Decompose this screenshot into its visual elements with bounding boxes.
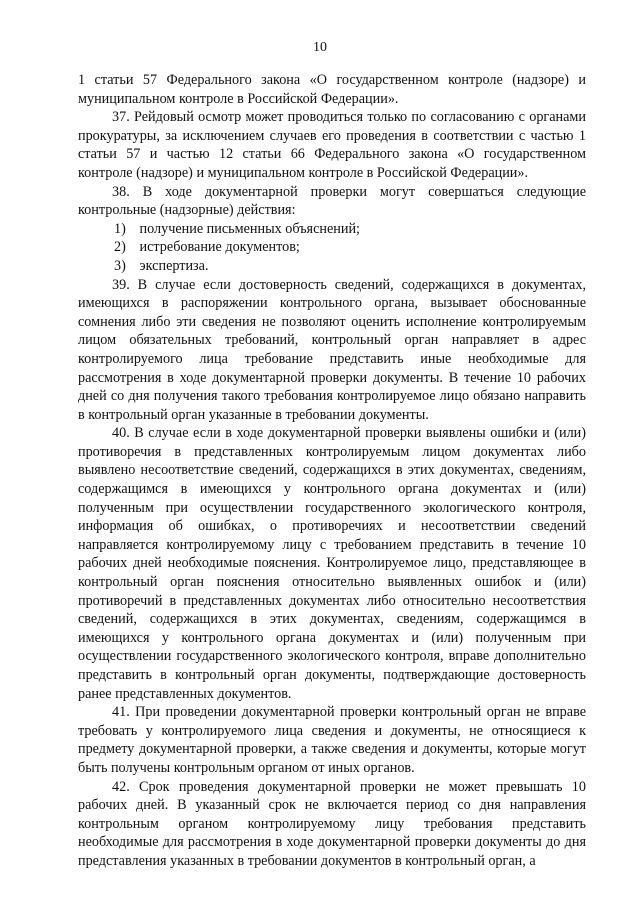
- paragraph-42: 42. Срок проведения документарной проверки не может превышать 10 рабочих дней. В указанный срок не включается период со дня направления контрольным органом контролируемому лицу требования представить необходимые для рассмотрения в ходе документарной проверки документы до дня представления указанных в требовании документов в контрольный орган, а: [78, 778, 586, 869]
- list-item: [78, 220, 586, 239]
- paragraph-39: 39. В случае если достоверность сведений, содержащихся в документах, имеющихся в распоряжении контрольного органа, вызывает обоснованные сомнения либо эти сведения не позволяют оценить исполнение контролируемым лицом обязательных требований, контрольный орган направляет в адрес контролируемого лица требование представить иные необходимые для рассмотрения в ходе документарной проверки документы. В течение 10 рабочих дней со дня получения такого требования контролируемое лицо обязано направить в контрольный орган указанные в требовании документы.: [78, 276, 586, 423]
- paragraph-continuation: 1 статьи 57 Федерального закона «О государственном контроле (надзоре) и муниципальном контроле в Российской Федерации».: [78, 72, 586, 107]
- page-number: 10: [313, 40, 327, 55]
- actions-list: [78, 220, 586, 276]
- list-item: [78, 257, 586, 276]
- paragraph-38: 38. В ходе документарной проверки могут совершаться следующие контрольные (надзорные) действия:: [78, 183, 586, 219]
- list-item: [78, 238, 586, 257]
- paragraph-40: 40. В случае если в ходе документарной проверки выявлены ошибки и (или) противоречия в представленных контролируемым лицом документах либо выявлено несоответствие сведений, содержащихся в этих документах, сведениям, содержащимся в имеющихся у контрольного органа документах и (или) полученным при осуществлении государственного экологического контроля, информация об ошибках, о противоречиях и несоответствии сведений направляется контролируемому лицу с требованием представить в течение 10 рабочих дней необходимые пояснения. Контролируемое лицо, представляющее в контрольный орган пояснения относительно выявленных ошибок и (или) противоречий в представленных документах либо относительно несоответствия сведений, содержащихся в этих документах, сведениям, содержащимся в имеющихся у контрольного органа документах и (или) полученным при осуществлении государственного экологического контроля, вправе дополнительно представить в контрольный орган документы, подтверждающие достоверность ранее представленных документов.: [78, 425, 586, 702]
- list-item-number: 2): [114, 239, 126, 256]
- list-item-text: истребование документов;: [139, 239, 300, 256]
- paragraph-37: 37. Рейдовый осмотр может проводиться только по согласованию с органами прокуратуры, за исключением случаев его проведения в соответствии с частью 1 статьи 57 и частью 12 статьи 66 Федерального закона «О государственном контроле (надзоре) и муниципальном контроле в Российской Федерации».: [78, 109, 586, 181]
- list-item-text: получение письменных объяснений;: [139, 220, 360, 237]
- paragraph-41: 41. При проведении документарной проверки контрольный орган не вправе требовать у контролируемого лица сведения и документы, не относящиеся к предмету документарной проверки, а также сведения и документы, которые могут быть получены контрольным органом от иных органов.: [78, 704, 586, 776]
- list-item-text: экспертиза.: [139, 257, 209, 274]
- list-item-number: 3): [114, 257, 126, 274]
- document-body: [78, 71, 586, 871]
- list-item-number: 1): [114, 220, 126, 237]
